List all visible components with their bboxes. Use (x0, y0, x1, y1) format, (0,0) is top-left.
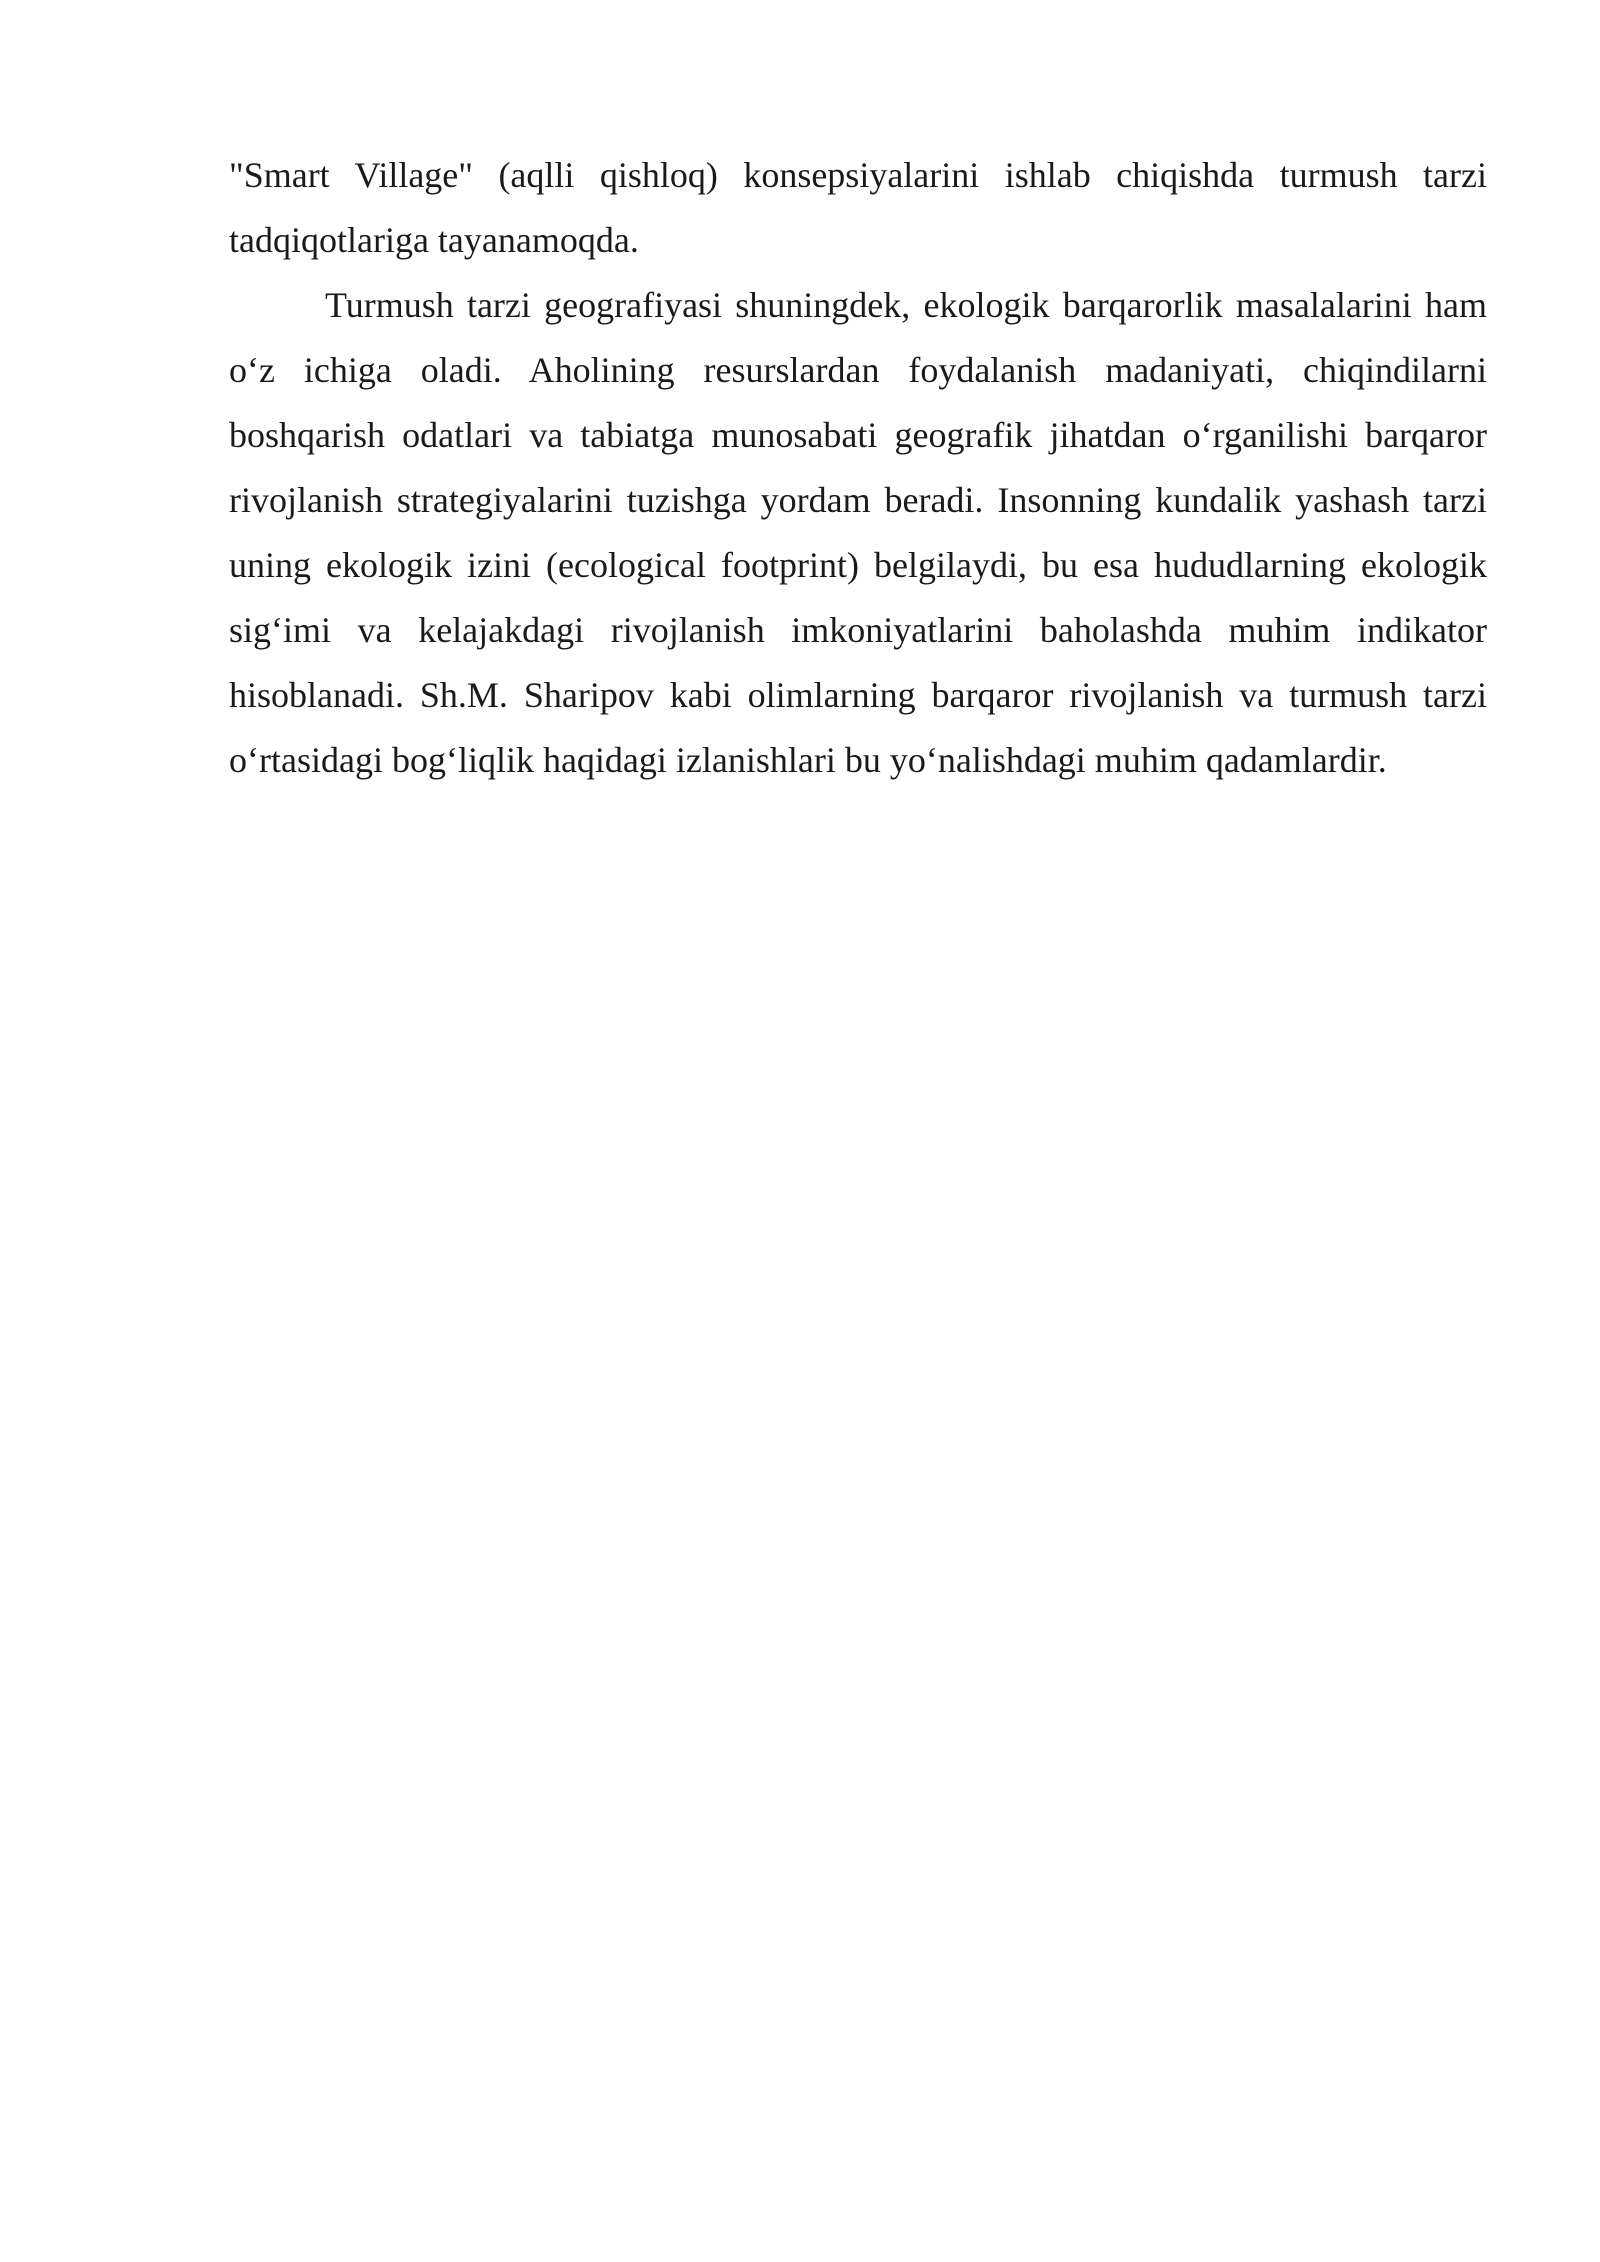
document-body (229, 143, 1487, 793)
paragraph-lifestyle-ecology: Turmush tarzi geografiyasi shuningdek, ekologik barqarorlik masalalarini ham o‘z ichiga oladi. Aholining resurslardan foydalanish madaniyati, chiqindilarni boshqarish odatlari va tabiatga munosabati geografik jihatdan o‘rganilishi barqaror rivojlanish strategiyalarini tuzishga yordam beradi. Insonning kundalik yashash tarzi uning ekologik izini (ecological footprint) belgilaydi, bu esa hududlarning ekologik sig‘imi va kelajakdagi rivojlanish imkoniyatlarini baholashda muhim indikator hisoblanadi. Sh.M. Sharipov kabi olimlarning barqaror rivojlanish va turmush tarzi o‘rtasidagi bog‘liqlik haqidagi izlanishlari bu yo‘nalishdagi muhim qadamlardir. (229, 285, 1487, 780)
paragraph-continuation: "Smart Village" (aqlli qishloq) konsepsiyalarini ishlab chiqishda turmush tarzi tadqiqotlariga tayanamoqda. (229, 155, 1487, 260)
